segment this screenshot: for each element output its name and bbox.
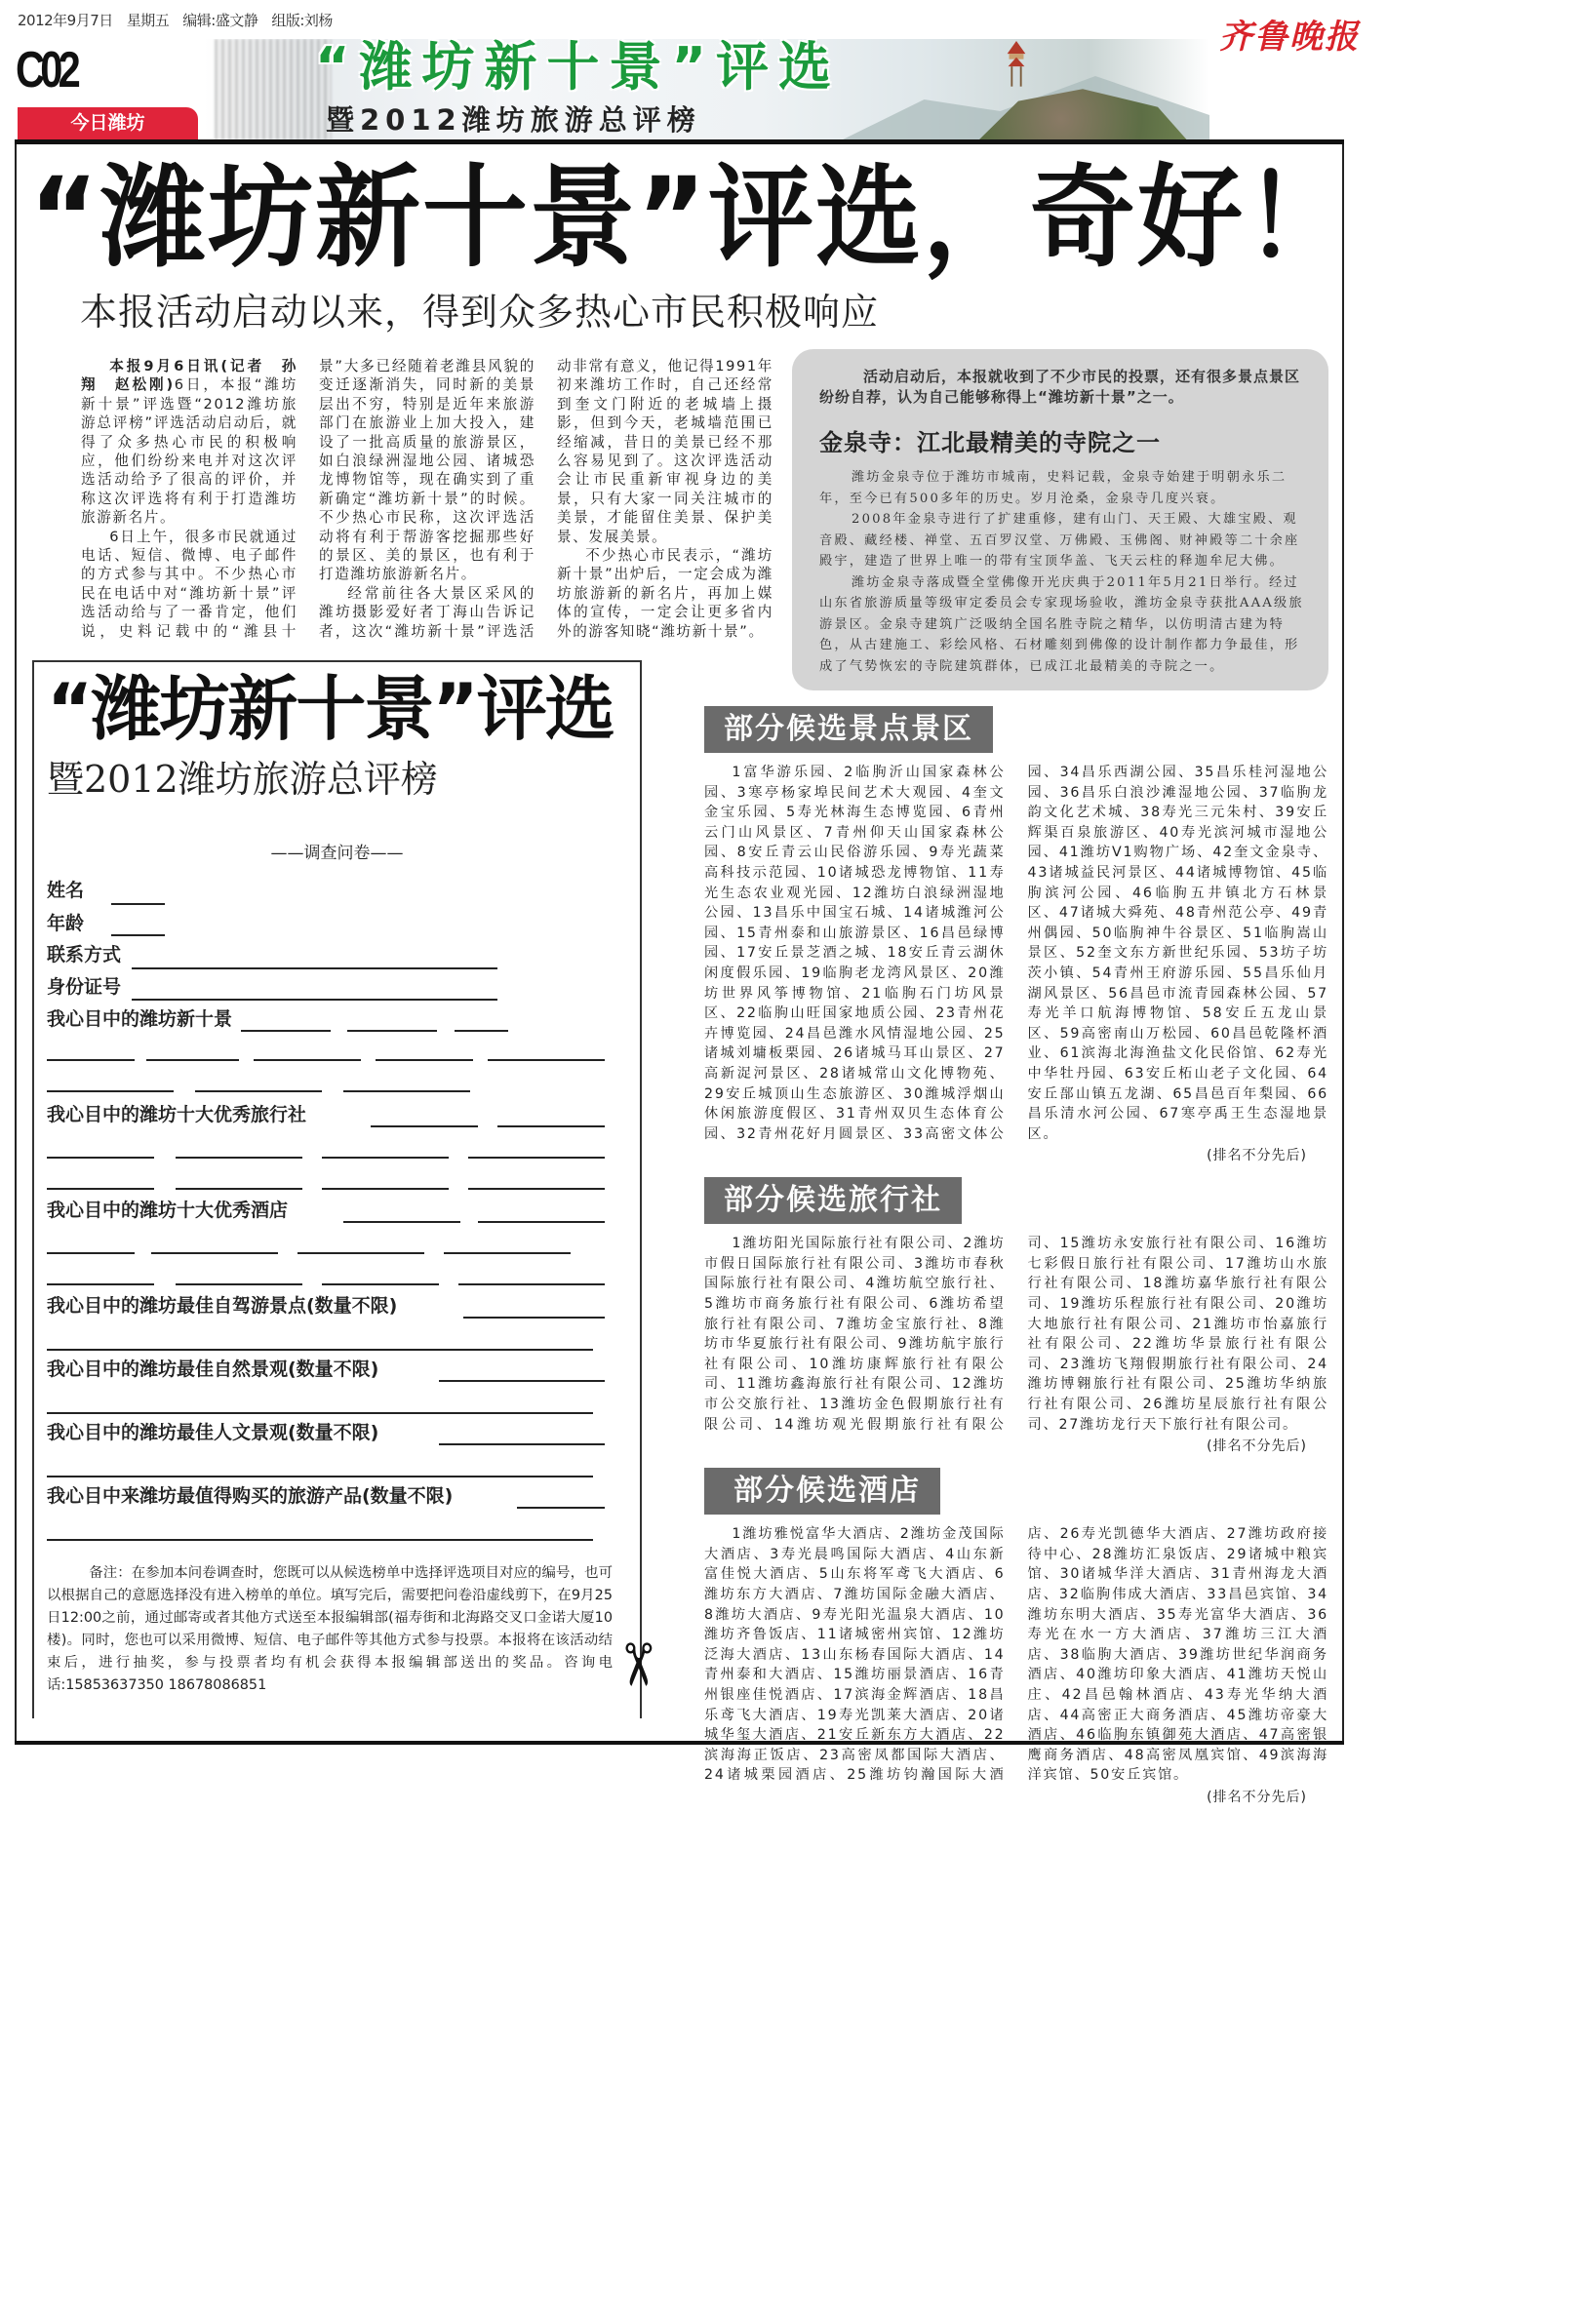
q1-field[interactable] [488, 1059, 605, 1061]
rank-note: (排名不分先后) [1207, 1148, 1307, 1164]
subheadline: 本报活动启动以来，得到众多热心市民积极响应 [80, 291, 880, 334]
q1-field[interactable] [146, 1059, 239, 1061]
age-label: 年龄 [47, 913, 85, 934]
q2-field[interactable] [497, 1125, 605, 1127]
editor-credit: 编辑:盛文静 [182, 12, 258, 29]
q2-field[interactable] [47, 1157, 154, 1159]
q2-field[interactable] [468, 1188, 605, 1190]
q7-label: 我心目中来潍坊最值得购买的旅游产品(数量不限) [47, 1485, 454, 1507]
q2-field[interactable] [322, 1188, 449, 1190]
q5-field[interactable] [439, 1380, 605, 1382]
q4-field[interactable] [463, 1317, 605, 1319]
q7-field[interactable] [517, 1507, 605, 1509]
newspaper-logo: 齐鲁晚报 [1219, 18, 1360, 57]
q2-label: 我心目中的潍坊十大优秀旅行社 [47, 1104, 307, 1125]
scenic-list [704, 763, 1328, 1144]
q2-field[interactable] [468, 1157, 605, 1159]
questionnaire-note: 备注：在参加本问卷调查时，您既可以从候选榜单中选择评选项目对应的编号，也可以根据自己的意愿选择没有进入榜单的单位。填写完后，需要把问卷沿虚线剪下，在9月25日12:00之前，通过邮寄或者其他方式送至本报编辑部(福寿街和北海路交叉口金诺大厦10楼)。同时，您也可以采用微博、短信、电子邮件等其他方式参与投票。本报将在该活动结束后，进行抽奖，参与投票者均有机会获得本报编辑部送出的奖品。咨询电话:15853637350 18678086851 [47, 1565, 613, 1693]
agency-list [704, 1234, 1328, 1435]
q3-field[interactable] [176, 1283, 302, 1285]
banner-title: “潍坊新十景”评选 [315, 36, 841, 98]
q3-field[interactable] [343, 1221, 460, 1223]
q1-field[interactable] [47, 1059, 135, 1061]
hotel-list [704, 1524, 1328, 1786]
q6-label: 我心目中的潍坊最佳人文景观(数量不限) [47, 1422, 379, 1443]
rank-note: (排名不分先后) [1207, 1789, 1307, 1805]
issue-date: 2012年9月7日 [18, 12, 113, 29]
q3-field[interactable] [47, 1252, 135, 1254]
q1-field[interactable] [343, 1090, 470, 1092]
article-paragraph: 经常前往各大景区采风的潍坊摄影爱好者丁海山告诉记者，这次“潍坊新十景”评选活动非常有意义，他记得1991年初来潍坊工作时，自己还经常到奎文门附近的老城墙上摄影，但到今天，老城墙范围已经缩减，昔日的美景已经不那么容易见到了。这次评选活动会让市民重新审视身边的美景，只有大家一同关注城市的美景，才能留住美景、保护美景、发展美景。 [319, 358, 773, 640]
q4-label: 我心目中的潍坊最佳自驾游景点(数量不限) [47, 1295, 398, 1317]
name-field[interactable] [111, 903, 165, 905]
id-label: 身份证号 [47, 976, 122, 998]
agency-list-text: 1潍坊阳光国际旅行社有限公司、2潍坊市假日国际旅行社有限公司、3潍坊市春秋国际旅行社有限公司、4潍坊航空旅行社、5潍坊市商务旅行社有限公司、6潍坊希望旅行社有限公司、7潍坊金宝旅行社、8潍坊市华夏旅行社有限公司、9潍坊航宇旅行社有限公司、10潍坊康辉旅行社有限公司、11潍坊鑫海旅行社有限公司、12潍坊市公交旅行社、13潍坊金色假期旅行社有限公司、14潍坊观光假期旅行社有限公司、15潍坊永安旅行社有限公司、16潍坊七彩假日旅行社有限公司、17潍坊山水旅行社有限公司、18潍坊嘉华旅行社有限公司、19潍坊乐程旅行社有限公司、20潍坊大地旅行社有限公司、21潍坊市怡嘉旅行社有限公司、22潍坊华景旅行社有限公司、23潍坊飞翔假期旅行社有限公司、24潍坊博翱旅行社有限公司、25潍坊华纳旅行社有限公司、26潍坊星辰旅行社有限公司、27潍坊龙行天下旅行社有限公司。 [704, 1236, 1328, 1433]
sidebar-paragraph: 潍坊金泉寺落成暨全堂佛像开光庆典于2011年5月21日举行。经过山东省旅游质量等级审定委员会专家现场验收，潍坊金泉寺获批AAA级旅游景区。金泉寺建筑广泛吸纳全国名胜寺院之精华，以仿明清古建为特色，从古建施工、彩绘风格、石材雕刻到佛像的设计制作都力争最佳，形成了气势恢宏的寺院建筑群体，已成江北最精美的寺院之一。 [819, 574, 1304, 674]
hotel-section-header: 部分候选酒店 [704, 1468, 940, 1515]
q3-field[interactable] [478, 1221, 605, 1223]
sidebar-title: 金泉寺：江北最精美的寺院之一 [819, 429, 1161, 456]
page-number: C02 [16, 42, 76, 98]
banner-subtitle: 暨2012潍坊旅游总评榜 [326, 103, 701, 137]
pavilion-icon [1005, 41, 1028, 96]
headline: “潍坊新十景”评选，奇好！ [29, 154, 1352, 283]
sidebar-intro: 活动启动后，本报就收到了不少市民的投票，还有很多景点景区纷纷自荐，认为自己能够称得上“潍坊新十景”之一。 [819, 368, 1301, 406]
q3-label: 我心目中的潍坊十大优秀酒店 [47, 1200, 289, 1221]
q1-label: 我心目中的潍坊新十景 [47, 1008, 233, 1030]
q6-field[interactable] [439, 1443, 605, 1445]
q1-field[interactable] [347, 1030, 437, 1032]
q2-field[interactable] [176, 1188, 302, 1190]
q1-field[interactable] [254, 1059, 361, 1061]
q3-field[interactable] [151, 1252, 278, 1254]
q1-field[interactable] [241, 1030, 331, 1032]
section-tab: 今日潍坊 [18, 107, 198, 139]
article-body [81, 357, 773, 650]
questionnaire-subtitle: 暨2012潍坊旅游总评榜 [47, 758, 438, 801]
q1-field[interactable] [47, 1090, 174, 1092]
contact-field[interactable] [132, 967, 497, 969]
questionnaire-title: “潍坊新十景”评选 [47, 668, 614, 750]
age-field[interactable] [111, 934, 165, 936]
candidates-column [704, 706, 1328, 1819]
rank-note: (排名不分先后) [1207, 1438, 1307, 1455]
q7-field[interactable] [47, 1539, 593, 1541]
scissors-icon: ✂ [603, 1639, 672, 1690]
scenic-section-header: 部分候选景点景区 [704, 706, 993, 753]
sidebar-paragraph: 潍坊金泉寺位于潍坊市城南，史料记载，金泉寺始建于明朝永乐二年，至今已有500多年的历史。岁月沧桑，金泉寺几度兴衰。 [819, 470, 1288, 506]
q3-field[interactable] [458, 1283, 605, 1285]
q2-field[interactable] [176, 1157, 302, 1159]
q2-field[interactable] [371, 1125, 478, 1127]
dateline [18, 12, 346, 29]
article-paragraph: 6日上午，很多市民就通过电话、短信、微博、电子邮件的方式参与其中。不少热心市民在电话中对“潍坊新十景”评选活动给与了一番肯定，他们说，史料记载中的“潍县十景”大多已经随着老潍县风貌的变迁逐渐消失，同时新的美景层出不穷，特别是近年来旅游部门在旅游业上加大投入，建设了一批高质量的旅游景区，如白浪绿洲湿地公园、诸城恐龙博物馆等，现在确实到了重新确定“潍坊新十景”的时候。不少热心市民称，这次评选活动将有利于帮游客挖掘那些好的景区、美的景区，也有利于打造潍坊旅游新名片。 [81, 358, 535, 640]
agency-section-header: 部分候选旅行社 [704, 1177, 962, 1224]
q5-label: 我心目中的潍坊最佳自然景观(数量不限) [47, 1359, 379, 1380]
q2-field[interactable] [47, 1188, 154, 1190]
q3-field[interactable] [444, 1252, 571, 1254]
q3-field[interactable] [47, 1283, 154, 1285]
name-label: 姓名 [47, 880, 85, 901]
hotel-list-text: 1潍坊雅悦富华大酒店、2潍坊金茂国际大酒店、3寿光晨鸣国际大酒店、4山东新富佳悦大酒店、5山东将军鸢飞大酒店、6潍坊东方大酒店、7潍坊国际金融大酒店、8潍坊大酒店、9寿光阳光温泉大酒店、10潍坊齐鲁饭店、11诸城密州宾馆、12潍坊泛海大酒店、13山东杨春国际大酒店、14青州泰和大酒店、15潍坊丽景酒店、16青州银座佳悦酒店、17滨海金辉酒店、18昌乐鸢飞大酒店、19寿光凯莱大酒店、20诸城华玺大酒店、21安丘新东方大酒店、22滨海海正饭店、23高密凤都国际大酒店、24诸城栗园酒店、25潍坊钧瀚国际大酒店、26寿光凯德华大酒店、27潍坊政府接待中心、28潍坊汇泉饭店、29诸城中粮宾馆、30诸城华洋大酒店、31青州海龙大酒店、32临朐伟成大酒店、33昌邑宾馆、34潍坊东明大酒店、35寿光富华大酒店、36寿光在水一方大酒店、37潍坊三江大酒店、38临朐大酒店、39潍坊世纪华润商务酒店、40潍坊印象大酒店、41潍坊天悦山庄、42昌邑翰林酒店、43寿光华纳大酒店、44高密正大商务酒店、45潍坊帝豪大酒店、46临朐东镇御苑大酒店、47高密银鹰商务酒店、48高密凤凰宾馆、49滨海海洋宾馆、50安丘宾馆。 [704, 1526, 1328, 1784]
q6-field[interactable] [47, 1476, 593, 1477]
article-lead: 本报9月6日讯(记者 孙翔 赵松刚) [81, 358, 297, 394]
sidebar-box [792, 349, 1328, 690]
q1-field[interactable] [376, 1059, 473, 1061]
questionnaire-label: ——调查问卷—— [270, 844, 404, 863]
issue-weekday: 星期五 [126, 12, 170, 29]
contact-label: 联系方式 [47, 944, 122, 965]
sidebar-paragraph: 2008年金泉寺进行了扩建重修，建有山门、天王殿、大雄宝殿、观音殿、藏经楼、禅堂、五百罗汉堂、万佛殿、玉佛阁、财神殿等二十余座殿宇，建造了世界上唯一的带有宝顶华盖、飞天云柱的释迦牟尼大佛。 [819, 512, 1300, 569]
layout-credit: 组版:刘杨 [271, 12, 333, 29]
q1-field[interactable] [195, 1090, 322, 1092]
q1-field[interactable] [455, 1030, 508, 1032]
q4-field[interactable] [47, 1349, 593, 1351]
scenic-list-text: 1富华游乐园、2临朐沂山国家森林公园、3寒亭杨家埠民间艺术大观园、4奎文金宝乐园、5寿光林海生态博览园、6青州云门山风景区、7青州仰天山国家森林公园、8安丘青云山民俗游乐园、9寿光蔬菜高科技示范园、10诸城恐龙博物馆、11寿光生态农业观光园、12潍坊白浪绿洲湿地公园、13昌乐中国宝石城、14诸城潍河公园、15青州泰和山旅游景区、16昌邑绿博园、17安丘景芝酒之城、18安丘青云湖休闲度假乐园、19临朐老龙湾风景区、20潍坊世界风筝博物馆、21临朐石门坊风景区、22临朐山旺国家地质公园、23青州花卉博览园、24昌邑潍水风情湿地公园、25诸城刘墉板栗园、26诸城马耳山景区、27高新浞河景区、28诸城常山文化博物苑、29安丘城顶山生态旅游区、30潍城浮烟山休闲旅游度假区、31青州双贝生态体育公园、32青州花好月圆景区、33高密文体公园、34昌乐西湖公园、35昌乐桂河湿地公园、36昌乐白浪沙滩湿地公园、37临朐龙韵文化艺术城、38寿光三元朱村、39安丘辉渠百泉旅游区、40寿光滨河城市湿地公园、41潍坊V1购物广场、42奎文金泉寺、43诸城益民河景区、44诸城博物馆、45临朐滨河公园、46临朐五井镇北方石林景区、47诸城大舜苑、48青州范公亭、49青州偶园、50临朐神牛谷景区、51临朐嵩山景区、52奎文东方新世纪乐园、53坊子坊茨小镇、54青州王府游乐园、55昌乐仙月湖风景区、56昌邑市流青园森林公园、57寿光羊口航海博物馆、58安丘五龙山景区、59高密南山万松园、60昌邑乾隆杯酒业、61滨海北海渔盐文化民俗馆、62寿光中华牡丹园、63安丘柘山老子文化园、64安丘郚山镇五龙湖、65昌邑百年梨园、66昌乐清水河公园、67寒亭禹王生态湿地景区。 [704, 765, 1328, 1142]
article-paragraph: 不少热心市民表示，“潍坊新十景”出炉后，一定会成为潍坊旅游新的新名片，再加上媒体的宣传，一定会让更多省内外的游客知晓“潍坊新十景”。 [557, 547, 773, 640]
q2-field[interactable] [322, 1157, 449, 1159]
q5-field[interactable] [47, 1412, 593, 1414]
article-text: 6日，本报“潍坊新十景”评选暨“2012潍坊旅游总评榜”评选活动启动后，就得了众多热心市民的积极响应，他们纷纷来电并对这次评选活动给予了很高的评价，并称这次评选将有利于打造潍坊旅游新名片。 [81, 376, 297, 527]
q3-field[interactable] [322, 1283, 439, 1285]
article-paragraph [81, 357, 297, 528]
id-field[interactable] [132, 999, 497, 1001]
q3-field[interactable] [297, 1252, 424, 1254]
